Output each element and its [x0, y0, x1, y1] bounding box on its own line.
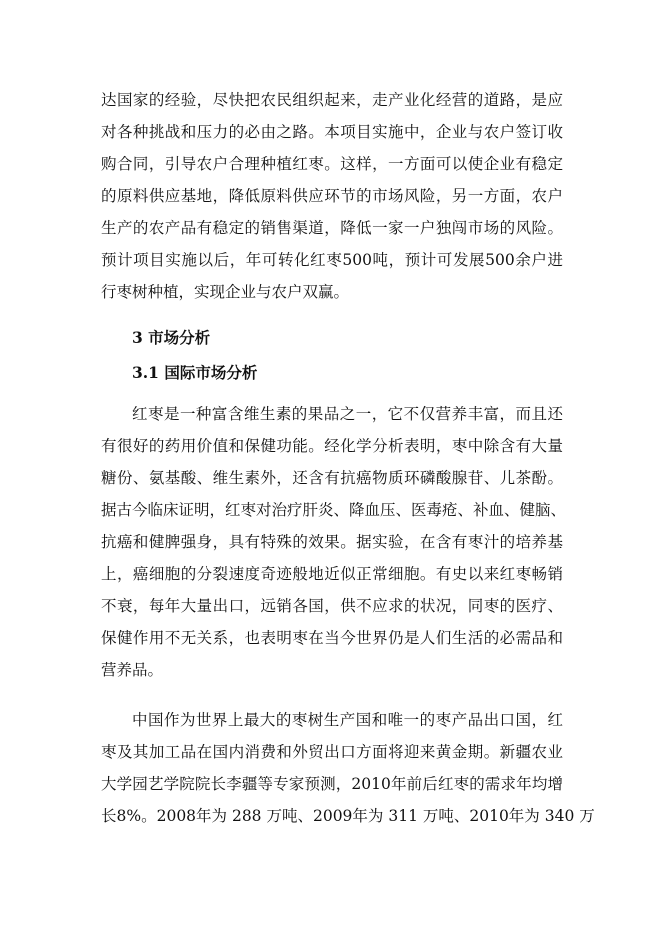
- paragraph-red-dates-line: 上，癌细胞的分裂速度奇迹般地近似正常细胞。有史以来红枣畅销: [101, 565, 563, 583]
- paragraph-china-line: 中国作为世界上最大的枣树生产国和唯一的枣产品出口国，红: [132, 711, 563, 729]
- paragraph-intro-line: 生产的农产品有稳定的销售渠道，降低一家一户独闯市场的风险。: [101, 219, 563, 237]
- paragraph-intro-line: 预计项目实施以后，年可转化红枣500吨，预计可发展500余户进: [101, 251, 563, 269]
- paragraph-red-dates-line: 抗癌和健脾强身，具有特殊的效果。据实验，在含有枣汁的培养基: [101, 533, 563, 551]
- subsection-heading: 3.1 国际市场分析: [132, 363, 258, 382]
- paragraph-intro-line: 达国家的经验，尽快把农民组织起来，走产业化经营的道路，是应: [101, 91, 563, 109]
- paragraph-red-dates-line: 营养品。: [101, 661, 164, 679]
- paragraph-red-dates-line: 不衰，每年大量出口，远销各国，供不应求的状况，同枣的医疗、: [101, 597, 563, 615]
- paragraph-china-line: 枣及其加工品在国内消费和外贸出口方面将迎来黄金期。新疆农业: [101, 743, 563, 761]
- paragraph-china-line: 长8%。2008年为 288 万吨、2009年为 311 万吨、2010年为 340 万: [101, 807, 595, 825]
- paragraph-red-dates-line: 有很好的药用价值和保健功能。经化学分析表明，枣中除含有大量: [101, 437, 563, 455]
- section-heading: 3 市场分析: [132, 328, 211, 347]
- paragraph-red-dates-line: 据古今临床证明，红枣对治疗肝炎、降血压、医毒疮、补血、健脑、: [101, 501, 567, 519]
- paragraph-red-dates-line: 糖份、氨基酸、维生素外，还含有抗癌物质环磷酸腺苷、儿茶酚。: [101, 469, 563, 487]
- paragraph-intro-line: 行枣树种植，实现企业与农户双赢。: [101, 283, 350, 301]
- paragraph-intro-line: 的原料供应基地，降低原料供应环节的市场风险，另一方面，农户: [101, 187, 563, 205]
- paragraph-china-line: 大学园艺学院院长李疆等专家预测，2010年前后红枣的需求年均增: [101, 775, 563, 793]
- paragraph-red-dates-line: 保健作用不无关系，也表明枣在当今世界仍是人们生活的必需品和: [101, 629, 563, 647]
- paragraph-intro-line: 对各种挑战和压力的必由之路。本项目实施中，企业与农户签订收: [101, 123, 563, 141]
- paragraph-red-dates-line: 红枣是一种富含维生素的果品之一，它不仅营养丰富，而且还: [132, 405, 563, 423]
- paragraph-intro-line: 购合同，引导农户合理种植红枣。这样，一方面可以使企业有稳定: [101, 155, 563, 173]
